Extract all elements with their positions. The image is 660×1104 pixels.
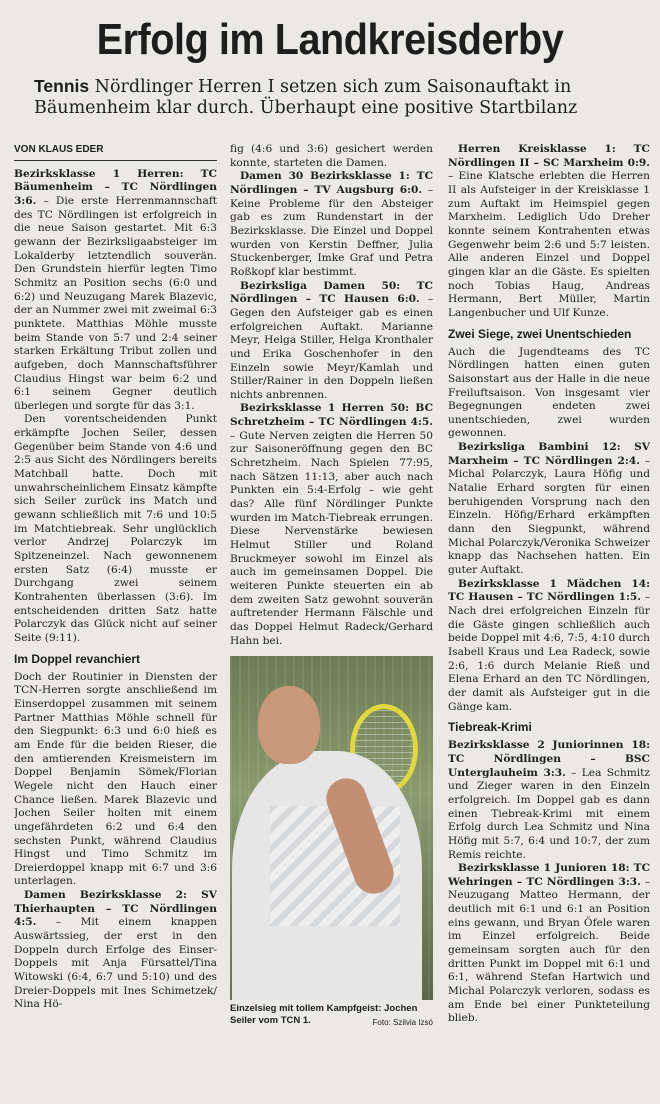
player-head-shape (258, 686, 320, 764)
paragraph (230, 402, 433, 648)
byline: VON KLAUS EDER (14, 143, 217, 161)
paragraph (14, 889, 217, 1012)
paragraph (448, 578, 650, 715)
match-heading: Bezirksklasse 1 Mädchen 14: TC Hausen – TC Nördlingen 1:5. (448, 577, 650, 604)
article-column-1 (14, 143, 217, 1098)
photo-caption (230, 1003, 433, 1027)
paragraph-text: – Michal Polarczyk, Laura Höfig und Natalie Erhard sorgten für einen beruhigenden Vorsprung nach den Einzeln. Höfig/Erhard erkämpften dann den Siegpunkt, während Michal Polarczyk/Veronika Schweizer knapp das Nachsehen hatten. Ein guter Auftakt. (448, 454, 650, 577)
tennis-player-photo (230, 656, 433, 1000)
subhead-text: Nördlinger Herren I setzen sich zum Saisonauftakt in Bäumenheim klar durch. Überhaupt eine positive Startbilanz (34, 77, 578, 118)
subhead-kicker: Tennis (34, 76, 90, 96)
paragraph-text: – Die erste Herrenmannschaft des TC Nördlingen ist erfolgreich in die neue Saison gestartet. Mit 6:3 gewann der Bezirksligaabsteiger im Lokalderby letztendlich souverän. Den Grundstein hierfür legten Timo Schmitz an Position sechs (6:0 und 6:2) und Neuzugang Marek Blazevic, der an Nummer zwei mit zweimal 6:3 punktete. Matthias Möhle musste beim Stande von 5:7 und 2:4 seiner starken Erkältung Tribut zollen und aufgeben, doch Mannschaftsführer Claudius Hingst war beim 6:2 und 6:1 seinem Gegner deutlich überlegen und sorgte für das 3:1. (14, 194, 217, 412)
match-heading: Bezirksklasse 1 Herren 50: BC Schretzheim – TC Nördlingen 4:5. (230, 402, 433, 429)
paragraph (448, 739, 650, 862)
match-heading: Damen Bezirksklasse 2: SV Thierhaupten – TC Nördlingen 4:5. (14, 889, 217, 929)
caption-text: Einzelsieg mit tollem Kampfgeist: Jochen Seiler vom TCN 1. (230, 1003, 418, 1027)
paragraph (448, 441, 650, 578)
paragraph (448, 143, 650, 321)
paragraph-text: – Nach drei erfolgreichen Einzeln für die Gäste gingen schließlich auch beide Doppel mit 4:6, 7:5, 4:10 durch Isabell Kraus und Lea Radeck, sowie 2:6, 1:6 durch Melanie Rieß und Elena Erhard an den TC Nördlingen, der damit als Aufsteiger gut in die Gänge kam. (448, 591, 650, 713)
section-heading: Zwei Siege, zwei Unentschieden (448, 326, 632, 341)
paragraph-text: – Gegen den Aufsteiger gab es einen erfolgreichen Auftakt. Marianne Meyr, Helga Stiller, Helga Kronthaler und Erika Goschenhofer in den Einzeln sowie Meyr/Kamlah und Stiller/Rainer in den Doppeln ließen nichts anbrennen. (230, 293, 433, 401)
article-column-3 (448, 143, 650, 1098)
paragraph: Auch die Jugendteams des TC Nördlingen hatten einen guten Saisonstart aus der Halle in die neue Freiluftsaison. Von insgesamt vier Begegnungen endeten zwei unentschieden, zwei wurden gewonnen. (448, 345, 650, 440)
subheadline (34, 76, 634, 119)
match-heading: Bezirksklasse 2 Juniorinnen 18: TC Nördlingen – BSC Unterglauheim 3:3. (448, 739, 650, 779)
paragraph (230, 170, 433, 279)
match-heading: Bezirksklasse 1 Herren: TC Bäumenheim – TC Nördlingen 3:6. (14, 167, 217, 207)
section-heading: Tiebreak-Krimi (448, 720, 532, 735)
match-heading: Damen 30 Bezirksklasse 1: TC Nördlingen – TV Augsburg 6:0. (230, 170, 433, 196)
match-heading: Bezirksklasse 1 Junioren 18: TC Wehringen – TC Nördlingen 3:3. (448, 862, 650, 888)
photo-credit: Foto: Szilvia Izsó (372, 1018, 433, 1028)
paragraph: Den vorentscheidenden Punkt erkämpfte Jochen Seiler, dessen Gegenüber beim Stande von 4:6 und 2:5 aus Sicht des Nördlingers bereits Matchball hatte. Doch mit unwahrscheinlichem Einsatz kämpfte sich Seiler zurück ins Match und gewann schließlich mit 7:6 und 10:5 im Matchtiebreak. Sehr unglücklich verlor Andrzej Polarczyk im Spitzeneinzel. Nach gewonnenem ersten Satz (6:4) musste er Durchgang zwei seinem Kontrahenten überlassen (3:6). Im entscheidenden dritten Satz hatte Polarczyk das Glück nicht auf seiner Seite (9:11). (14, 413, 217, 644)
paragraph (448, 862, 650, 1026)
match-heading: Bezirksliga Damen 50: TC Nördlingen – TC Hausen 6:0. (230, 279, 433, 306)
match-heading: Herren Kreisklasse 1: TC Nördlingen II – SC Marxheim 0:9. (448, 143, 650, 169)
headline: Erfolg im Landkreisderby (96, 15, 564, 64)
paragraph-text: – Lea Schmitz und Zieger waren in den Einzeln erfolgreich. Im Doppel gab es dann einen Tiebreak-Krimi mit einem Erfolg durch Lea Schmitz und Nina Höfig mit 5:7, 6:4 und 10:7, der zum Remis reichte. (448, 766, 650, 861)
match-heading: Bezirksliga Bambini 12: SV Marxheim – TC Nördlingen 2:4. (448, 441, 650, 467)
paragraph: fig (4:6 und 3:6) gesichert werden konnte, starteten die Damen. (230, 143, 433, 169)
paragraph (230, 280, 433, 403)
paragraph-text: – Eine Klatsche erlebten die Herren II als Aufsteiger in der Kreisklasse 1 zum Auftakt im Heimspiel gegen Marxheim. Lediglich Udo Dreher konnte seinem Kontrahenten etwas Gegenwehr beim 2:6 und 5:7 leisten. Alle anderen Einzel und Doppel gingen klar an die Gäste. Es spielten noch Tobias Haug, Andreas Hermann, Bert Müller, Martin Langenbucher und Ulf Kunze. (448, 170, 650, 319)
section-heading: Im Doppel revanchiert (14, 651, 141, 666)
paragraph (14, 168, 217, 414)
paragraph-text: – Neuzugang Matteo Hermann, der deutlich mit 6:1 und 6:1 an Position eins gewann, und Bryan Öfele waren im Einzel erfolgreich. Beide gemeinsam sorgten auch für den dritten Punkt im Doppel mit 6:1 und 6:1, während Stefan Hartwich und Michal Polarczyk verloren, sodass es am Ende bei einer Punkteteilung blieb. (448, 875, 650, 1025)
paragraph-text: – Mit einem knappen Auswärtssieg, der erst in den Doppeln durch Erfolge des Einser-Doppels mit Anja Fürsattel/Tina Witowski (6:4, 6:7 und 5:10) und des Dreier-Doppels mit Ines Schimetzek/ Nina Hö- (14, 916, 217, 1011)
paragraph-text: – Gute Nerven zeigten die Herren 50 zur Saisoneröffnung gegen den BC Schretzheim. Nach Spielen 77:95, nach Sätzen 11:13, aber auch nach Punkten ein 5:4-Erfolg – wie geht das? Alle fünf Nördlinger Punkte wurden im Match-Tiebreak errungen. Diese Nervenstärke bewiesen Helmut Stiller und Roland Bruckmeyer sowohl im Einzel als auch im gemeinsamen Doppel. Die weiteren Punkte steuerten ein ab dem zweiten Satz gewohnt souverän auftretender Hermann Fälschle und das Doppel Helmut Radeck/Gerhard Hahn bei. (230, 429, 433, 647)
article-column-2 (230, 143, 433, 1098)
paragraph-text: – Keine Probleme für den Absteiger gab es zum Rundenstart in der Bezirksklasse. Die Einzel und Doppel wurden von Kerstin Deffner, Julia Stuckenberger, Imke Graf und Petra Roßkopf klar bestimmt. (230, 183, 433, 278)
paragraph: Doch der Routinier in Diensten der TCN-Herren sorgte anschließend im Einserdoppel zusammen mit seinem Partner Matthias Möhle schnell für den Siegpunkt: 6:3 und 6:0 hieß es am Ende für die beiden Rieser, die den amtierenden Kreismeistern im Doppel Benjamin Sömek/Florian Wegele nicht den Hauch einer Chance ließen. Marek Blazevic und Jochen Seiler holten mit einem ungefährdeten 6:2 und 6:4 den sechsten Punkt, während Claudius Hingst und Timo Schmitz im Dreierdoppel knapp mit 6:7 und 3:6 unterlagen. (14, 670, 217, 888)
